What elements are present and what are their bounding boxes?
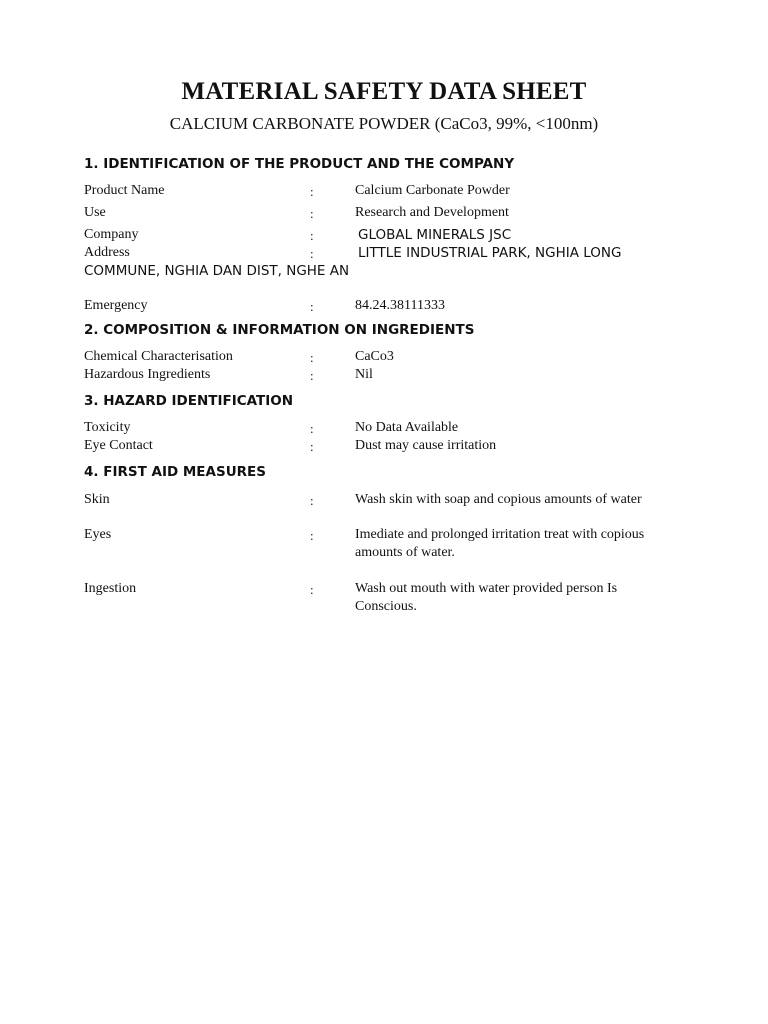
label-eyes: Eyes xyxy=(84,527,112,542)
colon-separator: : xyxy=(310,582,314,597)
label-skin: Skin xyxy=(84,492,110,507)
value-eyes: Imediate and prolonged irritation treat with copious amounts of water. xyxy=(355,527,645,560)
label-toxicity: Toxicity xyxy=(84,420,131,435)
colon-separator: : xyxy=(310,228,314,243)
colon-separator: : xyxy=(310,184,314,199)
value-eye-contact: Dust may cause irritation xyxy=(355,438,497,453)
colon-separator: : xyxy=(310,350,314,365)
value-address: LITTLE INDUSTRIAL PARK, NGHIA LONG xyxy=(358,245,622,261)
document-title: MATERIAL SAFETY DATA SHEET xyxy=(181,78,587,105)
value-ingestion: Wash out mouth with water provided person Is Conscious. xyxy=(355,581,618,614)
value-use: Research and Development xyxy=(355,205,509,220)
section-heading-first-aid: 4. FIRST AID MEASURES xyxy=(84,464,266,480)
colon-separator: : xyxy=(310,439,314,454)
label-company: Company xyxy=(84,227,139,242)
colon-separator: : xyxy=(310,421,314,436)
value-toxicity: No Data Available xyxy=(355,420,459,435)
value-emergency: 84.24.38111333 xyxy=(355,298,445,313)
colon-separator: : xyxy=(310,368,314,383)
document-subtitle: CALCIUM CARBONATE POWDER (CaCo3, 99%, <100nm) xyxy=(169,114,599,133)
label-ingestion: Ingestion xyxy=(84,581,137,596)
value-company: GLOBAL MINERALS JSC xyxy=(358,227,512,243)
label-use: Use xyxy=(84,205,106,220)
value-address-continuation: COMMUNE, NGHIA DAN DIST, NGHE AN xyxy=(84,263,350,279)
label-product-name: Product Name xyxy=(84,183,165,198)
colon-separator: : xyxy=(310,493,314,508)
label-eye-contact: Eye Contact xyxy=(84,438,153,453)
colon-separator: : xyxy=(310,299,314,314)
section-heading-identification: 1. IDENTIFICATION OF THE PRODUCT AND THE COMPANY xyxy=(84,156,515,172)
label-hazardous-ingredients: Hazardous Ingredients xyxy=(84,367,211,382)
label-address: Address xyxy=(84,245,130,260)
value-skin: Wash skin with soap and copious amounts of water xyxy=(355,492,642,507)
label-chemical-characterisation: Chemical Characterisation xyxy=(84,349,233,364)
colon-separator: : xyxy=(310,206,314,221)
value-chemical-characterisation: CaCo3 xyxy=(355,349,394,364)
label-emergency: Emergency xyxy=(84,298,148,313)
value-product-name: Calcium Carbonate Powder xyxy=(355,183,510,198)
colon-separator: : xyxy=(310,528,314,543)
value-hazardous-ingredients: Nil xyxy=(355,367,373,382)
section-heading-hazard: 3. HAZARD IDENTIFICATION xyxy=(84,393,294,409)
colon-separator: : xyxy=(310,246,314,261)
section-heading-composition: 2. COMPOSITION & INFORMATION ON INGREDIENTS xyxy=(84,322,475,338)
